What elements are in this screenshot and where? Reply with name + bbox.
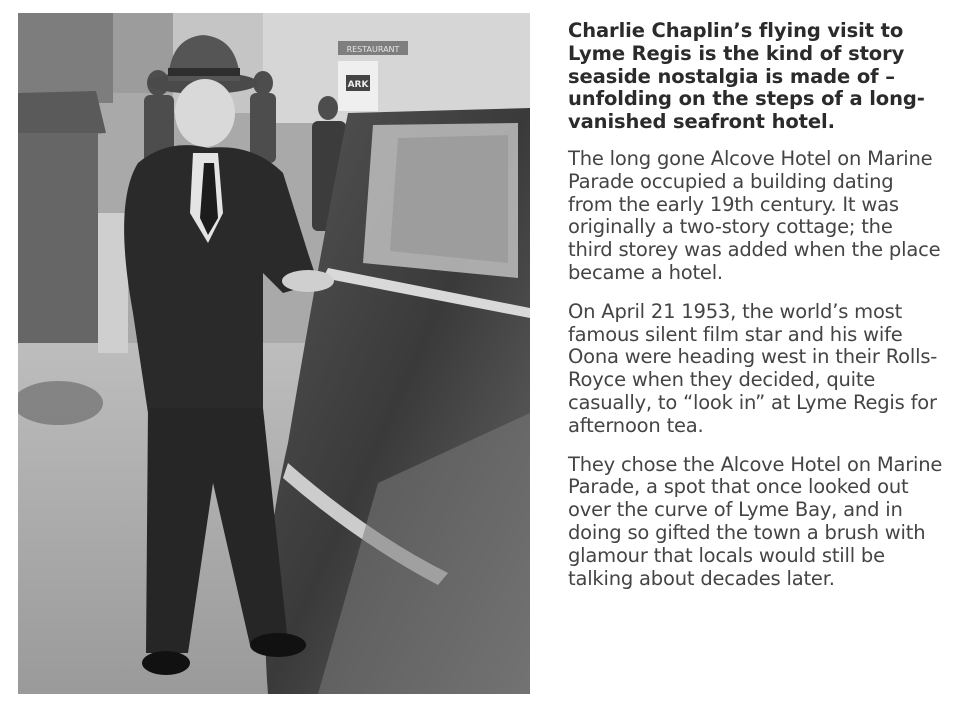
restaurant-sign-text: RESTAURANT [346,45,400,54]
hotel-facade [263,13,530,123]
article-paragraph: On April 21 1953, the world’s most famous silent film star and his wife Oona were heading west in their Rolls-Royce when they decided, quite casually, to “look in” at Lyme Regis for afternoon tea. [568,299,938,437]
shop-sign-text: ARK [347,80,369,90]
right-shoe [250,633,306,657]
archival-photo [18,13,530,694]
article-paragraph: The long gone Alcove Hotel on Marine Parade occupied a building dating from the early 19th century. It was originally a two-story cottage; the third storey was added when the place became a hotel. [568,146,941,284]
left-shoe [142,651,190,675]
article-headline: Charlie Chaplin’s flying visit to Lyme Regis is the kind of story seaside nostalgia is made of – unfolding on the steps of a long-vanished seafront hotel. [568,19,925,134]
face [175,79,235,147]
kiosk [18,133,98,343]
article [568,20,943,590]
kiosk-roof [18,91,106,138]
article-paragraph: They chose the Alcove Hotel on Marine Parade, a spot that once looked out over the curve of Lyme Bay, and in doing so gifted the town a brush with glamour that locals would still be talking about decades later. [568,452,943,590]
hand [282,270,334,292]
